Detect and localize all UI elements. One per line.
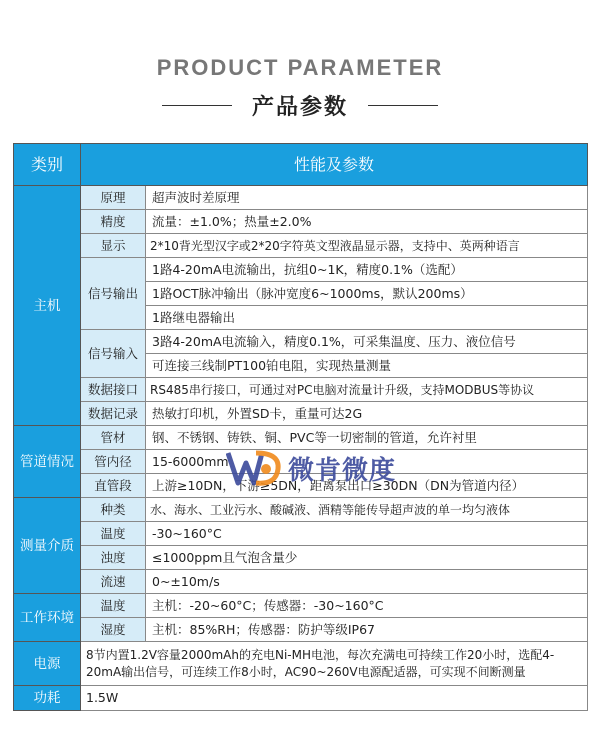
row-value: 热敏打印机，外置SD卡，重量可达2G [146,402,588,426]
row-value: 流量：±1.0%；热量±2.0% [146,210,588,234]
row-label: 管材 [81,426,146,450]
table-row [14,258,588,282]
table-row [14,618,588,642]
row-value: -30~160°C [146,522,588,546]
row-value: 3路4-20mA电流输入，精度0.1%，可采集温度、压力、液位信号 [146,330,588,354]
table-row [14,570,588,594]
table-row [14,686,588,711]
watermark-text: 微肯微度 [288,455,397,486]
row-label: 种类 [81,498,146,522]
page-header [0,0,600,140]
table-row [14,330,588,354]
row-value: 0~±10m/s [146,570,588,594]
title-divider-left [162,105,232,106]
row-value: 水、海水、工业污水、酸碱液、酒精等能传导超声波的单一均匀液体 [146,498,588,522]
row-label: 信号输入 [81,330,146,378]
row-label: 显示 [81,234,146,258]
header-category: 类别 [14,144,81,186]
row-value: 15-6000mm [146,450,588,474]
category-env: 工作环境 [14,594,81,642]
category-main: 主机 [14,186,81,426]
row-label: 数据接口 [81,378,146,402]
table-row [14,186,588,210]
table-row [14,642,588,686]
row-label: 管内径 [81,450,146,474]
table-row [14,378,588,402]
row-value: RS485串行接口，可通过对PC电脑对流量计升级，支持MODBUS等协议 [146,378,588,402]
table-row [14,426,588,450]
table-row [14,450,588,474]
table-row [14,498,588,522]
row-value: 1.5W [81,686,588,711]
row-label: 直管段 [81,474,146,498]
category-consumption: 功耗 [14,686,81,711]
header-params: 性能及参数 [81,144,588,186]
table-row [14,594,588,618]
row-label: 信号输出 [81,258,146,330]
row-value: 1路4-20mA电流输出，抗组0~1K，精度0.1%（选配） [146,258,588,282]
row-value: 8节内置1.2V容量2000mAh的充电Ni-MH电池，每次充满电可持续工作20小时，选配4-20mA输出信号，可连续工作8小时，AC90~260V电源配适器，可实现不间断测量 [81,642,588,686]
parameter-table [13,143,588,711]
category-pipe: 管道情况 [14,426,81,498]
row-value: 1路继电器输出 [146,306,588,330]
row-label: 流速 [81,570,146,594]
category-power: 电源 [14,642,81,686]
table-row [14,234,588,258]
english-title: PRODUCT PARAMETER [156,55,444,80]
title-divider-right [368,105,438,106]
row-label: 湿度 [81,618,146,642]
chinese-title: 产品参数 [251,94,348,120]
row-value: 主机：-20~60°C；传感器：-30~160°C [146,594,588,618]
row-value: 主机：85%RH；传感器：防护等级IP67 [146,618,588,642]
table-row [14,210,588,234]
row-value: 2*10背光型汉字或2*20字符英文型液晶显示器，支持中、英两种语言 [146,234,588,258]
row-label: 原理 [81,186,146,210]
row-value: 上游≥10DN，下游≥5DN，距离泵出口≥30DN（DN为管道内径） [146,474,588,498]
table-row [14,474,588,498]
table-row [14,546,588,570]
table-row [14,522,588,546]
row-value: 1路OCT脉冲输出（脉冲宽度6~1000ms，默认200ms） [146,282,588,306]
row-label: 精度 [81,210,146,234]
row-label: 温度 [81,594,146,618]
row-label: 浊度 [81,546,146,570]
row-label: 温度 [81,522,146,546]
chinese-title-row [0,90,600,120]
row-label: 数据记录 [81,402,146,426]
row-value: 钢、不锈钢、铸铁、铜、PVC等一切密制的管道，允许衬里 [146,426,588,450]
table-header-row [14,144,588,186]
table-row [14,402,588,426]
row-value: ≤1000ppm且气泡含量少 [146,546,588,570]
row-value: 可连接三线制PT100铂电阻，实现热量测量 [146,354,588,378]
row-value: 超声波时差原理 [146,186,588,210]
category-medium: 测量介质 [14,498,81,594]
